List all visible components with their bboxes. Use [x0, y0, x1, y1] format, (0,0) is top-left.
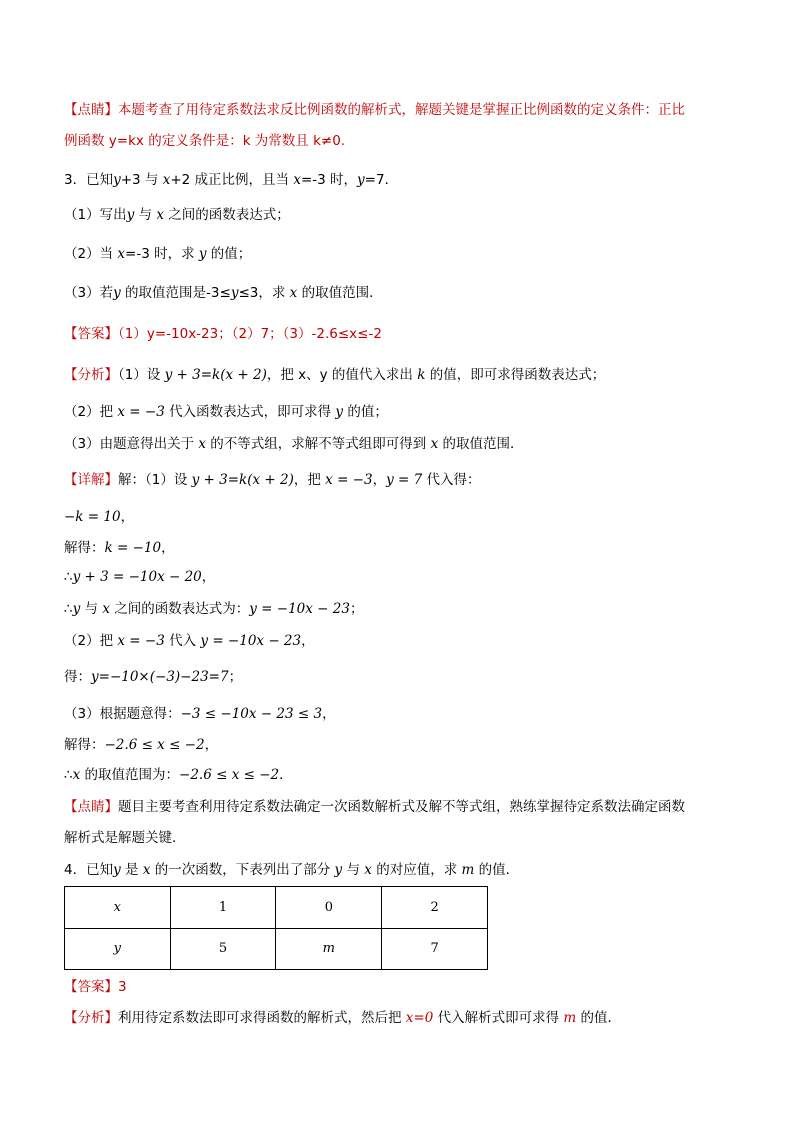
detail-3-line-9: 解得：−2.6 ≤ x ≤ −2， — [64, 737, 219, 753]
table-cell: 0 — [276, 887, 382, 929]
dianjing-note-1 — [64, 100, 738, 120]
analysis-3-line-1: 【分析】（1）设 y + 3=k(x + 2)，把 x、y 的值代入求出 k 的值，即可求得函数表达式； — [64, 367, 606, 383]
detail-3-line-1: 【详解】解：（1）设 y + 3=k(x + 2)，把 x = −3，y = 7 代入得： — [64, 472, 481, 488]
answer-3 — [64, 324, 738, 344]
analysis-4: 【分析】利用待定系数法即可求得函数的解析式，然后把 x=0 代入解析式即可求得 m 的值． — [64, 1010, 622, 1026]
dianjing-note-1-cont: 例函数 y=kx 的定义条件是：k 为常数且 k≠0. — [64, 133, 346, 149]
answer-4 — [64, 977, 738, 997]
xy-value-table — [64, 886, 488, 970]
question-3-part-1: （1）写出y 与 x 之间的函数表达式； — [64, 207, 290, 223]
dianjing-label: 【点睛】 — [64, 799, 118, 815]
table-cell: 2 — [382, 887, 488, 929]
table-cell: 1 — [170, 887, 276, 929]
dianjing-note-2: 【点睛】题目主要考查利用待定系数法确定一次函数解析式及解不等式组，熟练掌握待定系数法确定函数 — [64, 799, 685, 815]
detail-3-line-6: （2）把 x = −3 代入 y = −10x − 23， — [64, 633, 315, 649]
analysis-3-line-3: （3）由题意得出关于 x 的不等式组，求解不等式组即可得到 x 的取值范围． — [64, 436, 524, 452]
dianjing-text: 本题考查了用待定系数法求反比例函数的解析式，解题关键是掌握正比例函数的定义条件：正比 — [118, 102, 685, 118]
detail-3-line-2: −k = 10， — [64, 509, 135, 525]
answer-label: 【答案】 — [64, 979, 118, 995]
table-row — [65, 887, 488, 929]
table-cell: m — [276, 928, 382, 970]
table-row — [65, 928, 488, 970]
question-4-stem: 4．已知y 是 x 的一次函数，下表列出了部分 y 与 x 的对应值，求 m 的值． — [64, 862, 520, 878]
table-cell: 5 — [170, 928, 276, 970]
answer-text: （1）y=-10x-23；（2）7；（3）-2.6≤x≤-2 — [118, 326, 382, 342]
question-3-part-3: （3）若y 的取值范围是-3≤y≤3，求 x 的取值范围． — [64, 285, 383, 301]
question-3-stem: 3．已知y+3 与 x+2 成正比例，且当 x=-3 时，y=7． — [64, 172, 399, 188]
analysis-label: 【分析】 — [64, 367, 118, 383]
question-3-part-2: （2）当 x=-3 时，求 y 的值； — [64, 246, 252, 262]
detail-label: 【详解】 — [64, 472, 118, 488]
detail-3-line-10: ∴x 的取值范围为：−2.6 ≤ x ≤ −2． — [64, 767, 293, 783]
detail-3-line-3: 解得：k = −10， — [64, 540, 175, 556]
answer-text: 3 — [118, 979, 127, 995]
detail-3-line-8: （3）根据题意得：−3 ≤ −10x − 23 ≤ 3， — [64, 706, 336, 722]
detail-3-line-5: ∴y 与 x 之间的函数表达式为：y = −10x − 23； — [64, 601, 364, 617]
table-cell: x — [65, 887, 171, 929]
analysis-label: 【分析】 — [64, 1010, 118, 1026]
table-cell: 7 — [382, 928, 488, 970]
dianjing-note-2-cont: 解析式是解题关键． — [64, 830, 186, 846]
table-cell: y — [65, 928, 171, 970]
dianjing-label: 【点睛】 — [64, 102, 118, 118]
detail-3-line-4: ∴y + 3 = −10x − 20， — [64, 569, 216, 585]
answer-label: 【答案】 — [64, 326, 118, 342]
detail-3-line-7: 得：y=−10×(−3)−23=7； — [64, 669, 243, 685]
analysis-3-line-2: （2）把 x = −3 代入函数表达式，即可求得 y 的值； — [64, 404, 388, 420]
